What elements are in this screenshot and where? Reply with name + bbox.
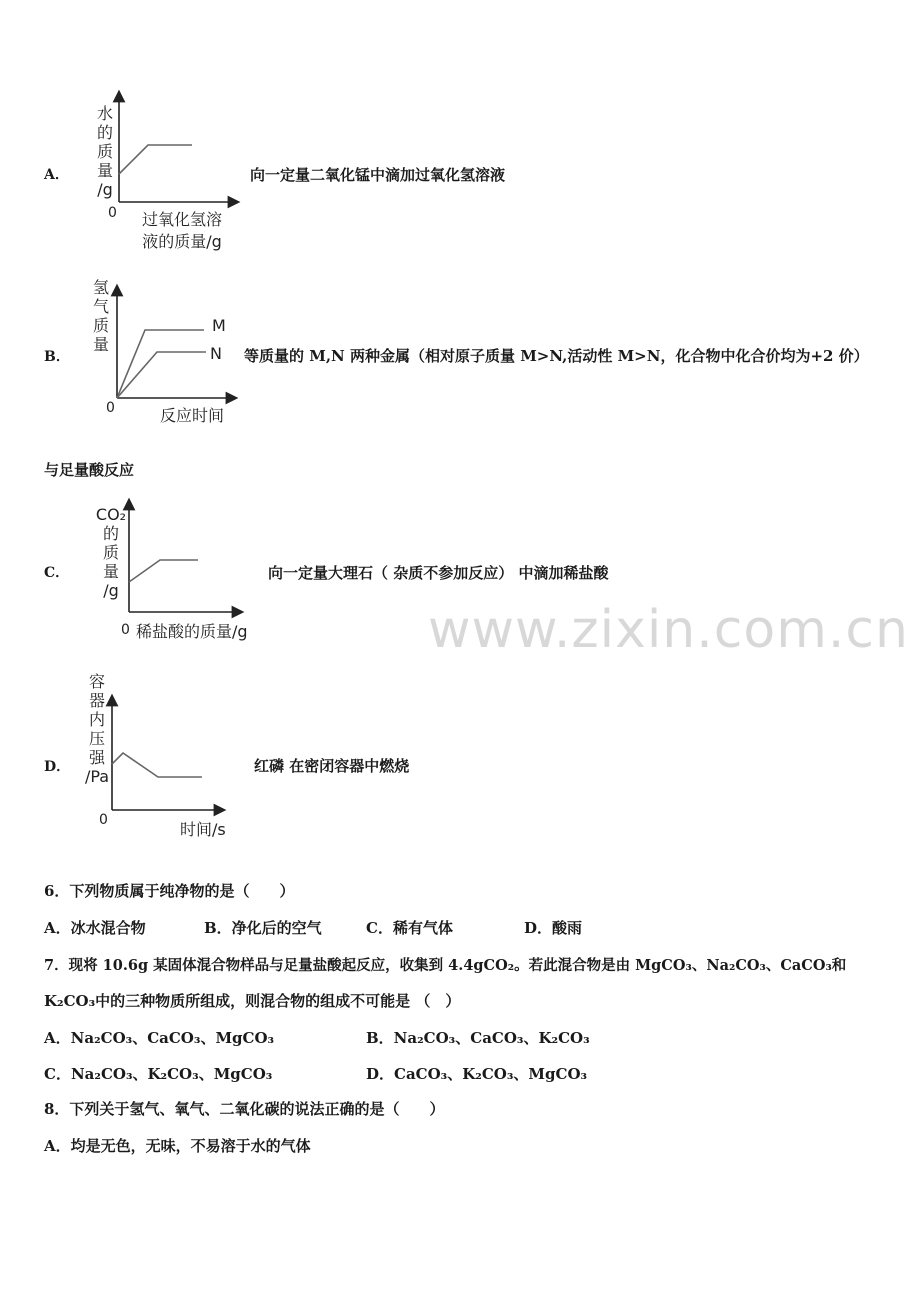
q7-option-a: A．Na₂CO₃、CaCO₃、MgCO₃ bbox=[44, 1029, 275, 1047]
graph-c-xlabel: 稀盐酸的质量/g bbox=[136, 622, 248, 641]
graph-d bbox=[96, 694, 236, 814]
graph-b-series-m: M bbox=[212, 316, 226, 335]
option-c-letter: C． bbox=[44, 565, 70, 581]
option-d-description: 红磷 在密闭容器中燃烧 bbox=[254, 757, 410, 775]
q7-option-d: D．CaCO₃、K₂CO₃、MgCO₃ bbox=[366, 1065, 588, 1083]
graph-c bbox=[110, 498, 250, 618]
graph-c-curve bbox=[129, 560, 198, 582]
option-d-letter: D． bbox=[44, 759, 71, 775]
graph-b-series-n: N bbox=[210, 344, 222, 363]
graph-c-origin: 0 bbox=[121, 622, 130, 638]
graph-d-origin: 0 bbox=[99, 812, 108, 828]
q6-option-a: A．冰水混合物 bbox=[44, 919, 146, 937]
graph-a-xlabel: 过氧化氢溶 液的质量/g bbox=[142, 210, 223, 251]
q7-option-b: B．Na₂CO₃、CaCO₃、K₂CO₃ bbox=[366, 1029, 590, 1047]
option-b-letter: B． bbox=[44, 349, 70, 365]
q7-option-c: C．Na₂CO₃、K₂CO₃、MgCO₃ bbox=[44, 1065, 273, 1083]
graph-a-ylabel: 水 的 质 量 /g bbox=[96, 104, 113, 199]
graph-b-xlabel: 反应时间 bbox=[160, 406, 225, 425]
q6-stem: 6．下列物质属于纯净物的是（ ） bbox=[44, 882, 295, 900]
q8-option-a: A．均是无色，无味，不易溶于水的气体 bbox=[44, 1137, 311, 1155]
graph-a-curve bbox=[119, 145, 192, 174]
option-b-description: 等质量的 M,N 两种金属（相对原子质量 M>N,活动性 M>N，化合物中化合价均为+2 价） bbox=[244, 347, 869, 365]
graph-d-ylabel: 容 器 内 压 强 /Pa bbox=[84, 672, 110, 786]
option-c-description: 向一定量大理石（ 杂质不参加反应） 中滴加稀盐酸 bbox=[268, 564, 609, 582]
option-b-continuation: 与足量酸反应 bbox=[44, 461, 135, 479]
graph-d-xlabel: 时间/s bbox=[180, 820, 226, 839]
graph-b-ylabel: 氢 气 质 量 bbox=[92, 278, 109, 354]
graph-c-ylabel: CO₂ 的 质 量 /g bbox=[95, 505, 127, 600]
q6-option-b: B．净化后的空气 bbox=[204, 919, 322, 937]
graph-b-curve-n bbox=[117, 352, 206, 398]
watermark: www.zixin.com.cn bbox=[428, 600, 909, 660]
graph-a bbox=[100, 92, 240, 212]
graph-b-curve-m bbox=[117, 330, 204, 398]
option-a-letter: A． bbox=[44, 167, 69, 183]
graph-a-origin: 0 bbox=[108, 205, 117, 221]
q7-stem-line2: K₂CO₃中的三种物质所组成，则混合物的组成不可能是 （ ） bbox=[44, 992, 461, 1010]
q8-stem: 8．下列关于氢气、氧气、二氧化碳的说法正确的是（ ） bbox=[44, 1100, 445, 1118]
graph-d-curve bbox=[112, 753, 202, 777]
option-a-description: 向一定量二氧化锰中滴加过氧化氢溶液 bbox=[250, 166, 506, 184]
q6-option-c: C．稀有气体 bbox=[366, 919, 453, 937]
q7-stem-line1: 7．现将 10.6g 某固体混合物样品与足量盐酸起反应，收集到 4.4gCO₂。若此混合物是由 MgCO₃、Na₂CO₃、CaCO₃和 bbox=[44, 957, 847, 974]
graph-b-origin: 0 bbox=[106, 400, 115, 416]
q6-option-d: D．酸雨 bbox=[524, 919, 583, 937]
